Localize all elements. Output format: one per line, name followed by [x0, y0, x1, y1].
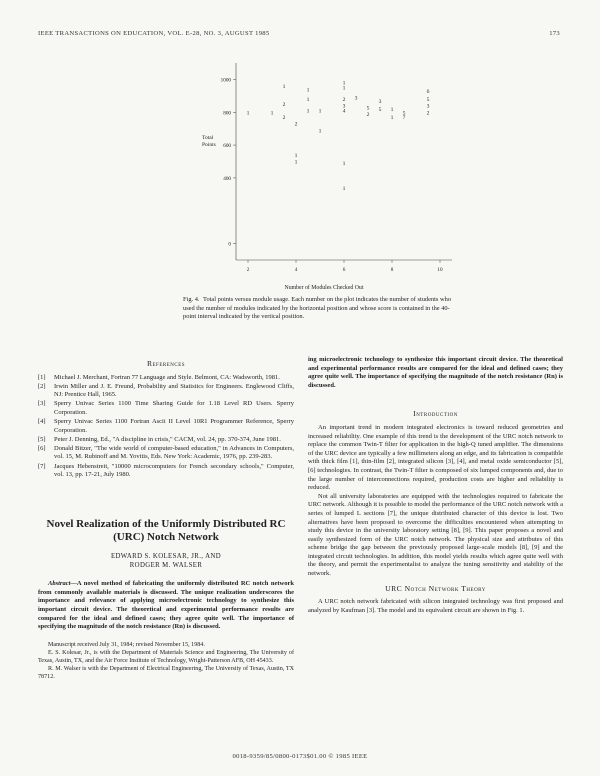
data-point-count: 2 [282, 115, 286, 122]
reference-number: [1] [38, 373, 46, 381]
reference-text: Peter J. Denning, Ed., "A discipline in crisis," CACM, vol. 24, pp. 370-374, June 1981. [54, 435, 281, 443]
footnote-1: Manuscript received July 31, 1984; revised November 15, 1984. [48, 641, 205, 648]
copyright-code: 0018-9359/85/0800-0173$01.00 © 1985 IEEE [232, 753, 368, 760]
y-tick-label: 0 [228, 241, 231, 248]
data-point-count: 1 [306, 87, 310, 94]
data-point-count: 1 [294, 152, 298, 159]
references-heading: References [146, 359, 186, 368]
chart-ticks [221, 77, 443, 273]
data-point-count: 2 [366, 111, 370, 118]
reference-text: Sperry Univac Series 1100 Fortran Ascii II Level 10R1 Programmer Reference, Sperry Corporation. [54, 418, 294, 434]
data-point-count: 1 [318, 128, 322, 135]
data-point-count: 5 [426, 97, 430, 104]
figure-caption-label: Fig. 4. [183, 296, 200, 303]
left-column [38, 356, 294, 681]
abstract-text: A novel method of fabricating the uniformly distributed RC notch network from commonly available materials is discussed. The unique realization underscores the importance and relevance of applying microelectronic technology to synthesize this important circuit device. The theoretical and experimental performance results are compared for the ideal and defined cases; they agree quite well. The importance of specifying the magnitude of the notch resistance (Rn) is discussed. [38, 580, 294, 631]
data-point-count: 7 [402, 115, 406, 122]
data-point-count: 3 [378, 98, 382, 105]
abstract-continued: ing microelectronic technology to synthesize this important circuit device. The theoretical and experimental performance results are compared for the ideal and defined cases; they agree quite well. The importance of specifying the magnitude of the notch resistance (Rn) is discussed. [308, 356, 563, 389]
x-tick-label: 2 [246, 267, 250, 273]
chart-points [247, 81, 430, 192]
introduction-paragraph-2: Not all university laboratories are equipped with the technologies required to fabricate the URC network. Although it is possible to model the performance of the URC notch network with a series of lumped L sections [7], the unique distributed character of this device is lost. Two alternatives have been proposed to overcome the difficulties encountered when attempting to study this device in the university laboratory setting [8], [9]. This paper proposes a novel and easily synthesized form of the URC notch network. The physical size and attributes of this scheme bridge the gap between the previously proposed large-scale models [8], [9] and the integrated circuit technologies. In addition, this model yields results which agree quite well with the theory, and permit the experimentalist to analyze the tuning sensitivity and stability of the network. [308, 492, 563, 578]
page-number: 173 [549, 30, 560, 37]
y-tick-label: 600 [223, 143, 231, 150]
reference-item [38, 463, 294, 480]
data-point-count: 1 [306, 108, 310, 115]
article-title-line1: Novel Realization of the Uniformly Distributed RC [46, 518, 286, 531]
abstract [38, 580, 294, 632]
data-point-count: 2 [342, 97, 346, 104]
reference-number: [7] [38, 462, 46, 470]
data-point-count: 1 [306, 97, 310, 104]
reference-text: Irwin Miller and J. E. Freund, Probability and Statistics for Engineers. Englewood Cliffs, NJ: Prentice Hall, 1965. [54, 382, 294, 399]
data-point-count: 5 [366, 105, 370, 112]
section-heading-urc-theory: URC Notch Network Theory [385, 583, 486, 593]
data-point-count: 1 [342, 80, 346, 87]
figure-caption [183, 296, 453, 322]
chart-x-label: Number of Modules Checked Out [284, 285, 364, 291]
data-point-count: 3 [426, 103, 430, 110]
data-point-count: 1 [270, 110, 274, 117]
references-list [38, 374, 294, 480]
data-point-count: 4 [342, 108, 346, 115]
data-point-count: 1 [390, 106, 394, 113]
data-point-count: 3 [354, 95, 358, 102]
x-tick-label: 10 [437, 267, 443, 273]
x-tick-label: 4 [294, 267, 298, 273]
reference-number: [2] [38, 382, 46, 390]
figure-4-scatter-chart [190, 55, 470, 295]
footnote-3: R. M. Walser is with the Department of Electrical Engineering, The University of Texas, Austin, TX 78712. [38, 665, 294, 680]
urc-theory-paragraph-1: A URC notch network fabricated with silicon integrated technology was first proposed and analyzed by Kaufman [3]. The model and its equivalent circuit are shown in Fig. 1. [308, 598, 563, 614]
data-point-count: 1 [318, 108, 322, 115]
reference-item [38, 418, 294, 435]
data-point-count: 1 [342, 85, 346, 92]
chart-y-label-line2: Points [202, 142, 216, 148]
article-title-line2: (URC) Notch Network [113, 531, 219, 544]
reference-text: Jacques Hebenstreit, "10000 microcomputers for French secondary schools," Computer, vol. 13, pp. 17-21, July 1980. [54, 462, 294, 479]
data-point-count: 1 [294, 159, 298, 166]
author-line-2: RODGER M. WALSER [129, 562, 203, 570]
reference-item [38, 383, 294, 400]
reference-number: [6] [38, 444, 46, 452]
reference-item [38, 436, 294, 445]
reference-number: [4] [38, 418, 46, 426]
reference-text: Michael J. Merchant, Fortran 77 Language and Style. Belmont, CA: Wadsworth, 1981. [54, 373, 280, 381]
x-tick-label: 6 [342, 267, 346, 273]
figure-caption-text: Total points versus module usage. Each number on the plot indicates the number of students who used the number of modules indicated by the horizontal position and whose score is contained in the 40-point interval indicated by the vertical position. [183, 296, 452, 321]
author-line-1: EDWARD S. KOLESAR, JR., AND [110, 553, 222, 561]
data-point-count: 2 [426, 110, 430, 117]
data-point-count: 1 [342, 161, 346, 168]
reference-item [38, 400, 294, 417]
abstract-label: Abstract— [48, 580, 77, 588]
introduction-heading: Introduction [413, 409, 458, 419]
data-point-count: 2 [282, 102, 286, 109]
data-point-count: 3 [342, 103, 346, 110]
data-point-count: 5 [402, 110, 406, 117]
data-point-count: 2 [294, 121, 298, 128]
reference-item [38, 374, 294, 383]
y-tick-label: 800 [223, 110, 231, 117]
y-tick-label: 1000 [220, 77, 231, 84]
running-header: IEEE TRANSACTIONS ON EDUCATION, VOL. E-28, NO. 3, AUGUST 1985 [38, 30, 270, 37]
reference-item [38, 445, 294, 462]
data-point-count: 5 [378, 106, 382, 113]
footnote-2: E. S. Kolesar, Jr., is with the Department of Materials Science and Engineering, The University of Texas, Austin, TX, and the Air Force Institute of Technology, Wright-Patterson AFB, OH 45433. [38, 649, 294, 664]
reference-text: Donald Bitzer, "The wide world of computer-based education," in Advances in Computers, vol. 15, M. Rubinoff and M. Yovitis, Eds. New York: Academic, 1976, pp. 239-283. [54, 444, 294, 461]
data-point-count: 1 [246, 110, 250, 117]
data-point-count: 1 [342, 185, 346, 192]
introduction-paragraph-1: An important trend in modern integrated electronics is toward reduced geometries and increased reliability. One example of this trend is the development of the URC notch network to replace the common Twin-T filter for application in the high-Q tuned amplifier. The dimensions of the URC device are typically a few millimeters along an edge, and its fabrication is compatible with thick film [1], thin-film [2], integrated silicon [3], [4], and metal oxide semiconductor [5], [6] technologies. In contrast, the Twin-T filter is composed of six lumped components and, due to the large number of interconnections required, production costs are higher and reliability is reduced. [308, 423, 563, 492]
data-point-count: 1 [282, 83, 286, 90]
data-point-count: 1 [390, 115, 394, 122]
data-point-count: 6 [426, 88, 430, 95]
reference-number: [5] [38, 435, 46, 443]
chart-y-label-line1: Total [202, 135, 214, 141]
reference-number: [3] [38, 400, 46, 408]
x-tick-label: 8 [390, 267, 394, 273]
article-title [38, 518, 294, 544]
reference-text: Sperry Univac Series 1100 Time Sharing Guide for 1.18 Level RD Users. Sperry Corporation. [54, 400, 294, 416]
y-tick-label: 400 [223, 175, 231, 182]
authors [38, 552, 294, 570]
footnotes [38, 641, 294, 681]
right-column [308, 356, 563, 615]
